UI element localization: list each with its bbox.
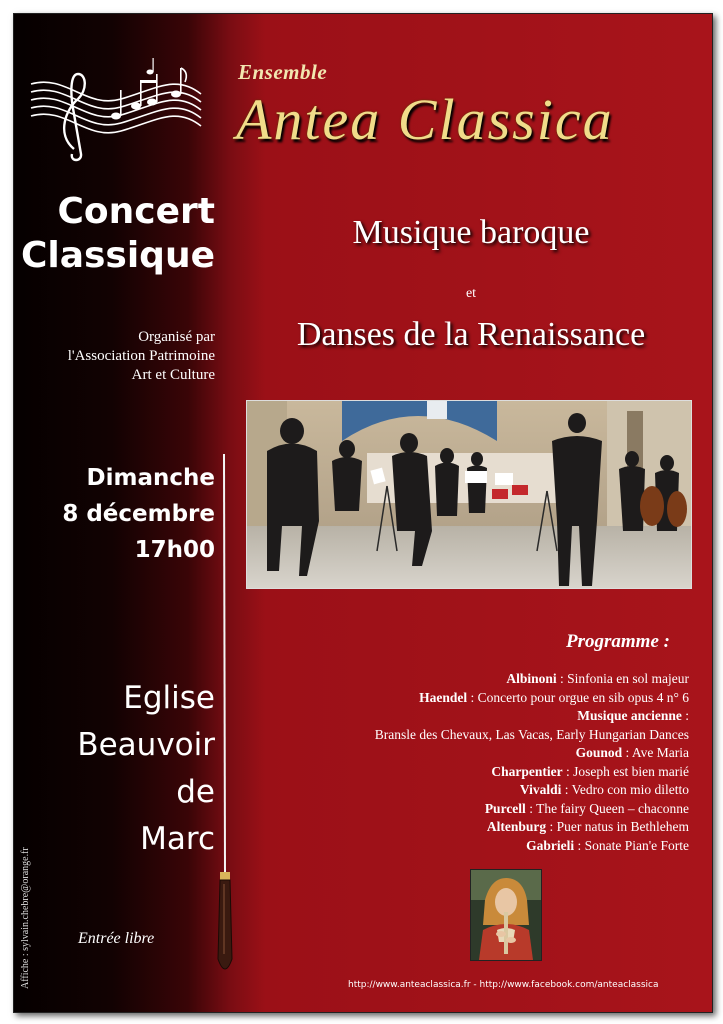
work-title: : The fairy Queen – chaconne <box>525 800 689 816</box>
place-line4: Marc <box>140 821 215 857</box>
composer-name: Charpentier <box>491 763 563 779</box>
event-place <box>77 675 215 863</box>
programme-item <box>375 670 689 689</box>
organizer <box>68 328 215 385</box>
event-time: 17h00 <box>134 537 215 563</box>
programme-item <box>375 707 689 726</box>
programme-item <box>375 800 689 819</box>
composer-name: Musique ancienne <box>577 708 682 723</box>
composer-name: Albinoni <box>506 671 557 686</box>
programme-list <box>375 670 689 855</box>
work-title: : Joseph est bien marié <box>562 763 689 779</box>
entry-note: Entrée libre <box>78 930 155 947</box>
event-day: Dimanche <box>86 465 215 491</box>
organizer-line1: Organisé par <box>138 329 215 345</box>
concert-type-line2: Classique <box>20 235 215 276</box>
work-title: : Ave Maria <box>622 745 689 760</box>
organizer-line3: Art et Culture <box>131 367 215 383</box>
work-title: Bransle des Chevaux, Las Vacas, Early Hungarian Dances <box>374 726 689 742</box>
programme-item <box>375 837 689 856</box>
composer-name: Haendel <box>419 689 468 705</box>
ensemble-name: Antea Classica <box>236 87 614 152</box>
composer-name: Altenburg <box>486 819 547 834</box>
subtitle-line1: Musique baroque <box>352 214 590 251</box>
concert-type-line1: Concert <box>57 191 215 232</box>
programme-title: Programme : <box>566 631 670 652</box>
composer-name: Gabrieli <box>526 837 575 853</box>
programme-item <box>375 689 689 708</box>
programme-item <box>375 818 689 837</box>
orchestra-photo <box>246 400 692 589</box>
place-line1: Eglise <box>123 680 215 716</box>
composer-name: Gounod <box>575 745 623 760</box>
work-title: : Sonate Pian'e Forte <box>574 837 689 853</box>
work-title: : Puer natus in Bethlehem <box>546 819 689 834</box>
place-line3: de <box>176 774 215 810</box>
poster-credit: Affiche : sylvain.chebre@orange.fr <box>20 847 31 989</box>
renaissance-painting <box>470 869 542 961</box>
work-title: : Sinfonia en sol majeur <box>556 671 689 686</box>
subtitle-line2: Danses de la Renaissance <box>296 316 646 353</box>
music-staff-icon <box>26 54 206 164</box>
composer-name: Purcell <box>484 800 526 816</box>
subtitle-conjunction: et <box>465 286 477 301</box>
work-title: : <box>681 708 689 723</box>
footer-urls[interactable]: http://www.anteaclassica.fr - http://www.facebook.com/anteaclassica <box>348 980 659 990</box>
concert-type <box>21 190 215 278</box>
poster <box>13 13 713 1013</box>
composer-name: Vivaldi <box>519 782 562 797</box>
ensemble-label: Ensemble <box>238 60 328 84</box>
organizer-line2: l'Association Patrimoine <box>67 348 215 364</box>
event-date <box>62 460 215 568</box>
programme-item <box>375 781 689 800</box>
programme-item <box>375 726 689 745</box>
programme-item <box>375 763 689 782</box>
work-title: : Concerto pour orgue en sib opus 4 n° 6 <box>467 689 689 705</box>
work-title: : Vedro con mio diletto <box>561 782 689 797</box>
programme-item <box>375 744 689 763</box>
place-line2: Beauvoir <box>77 727 215 763</box>
event-date-text: 8 décembre <box>62 501 215 527</box>
